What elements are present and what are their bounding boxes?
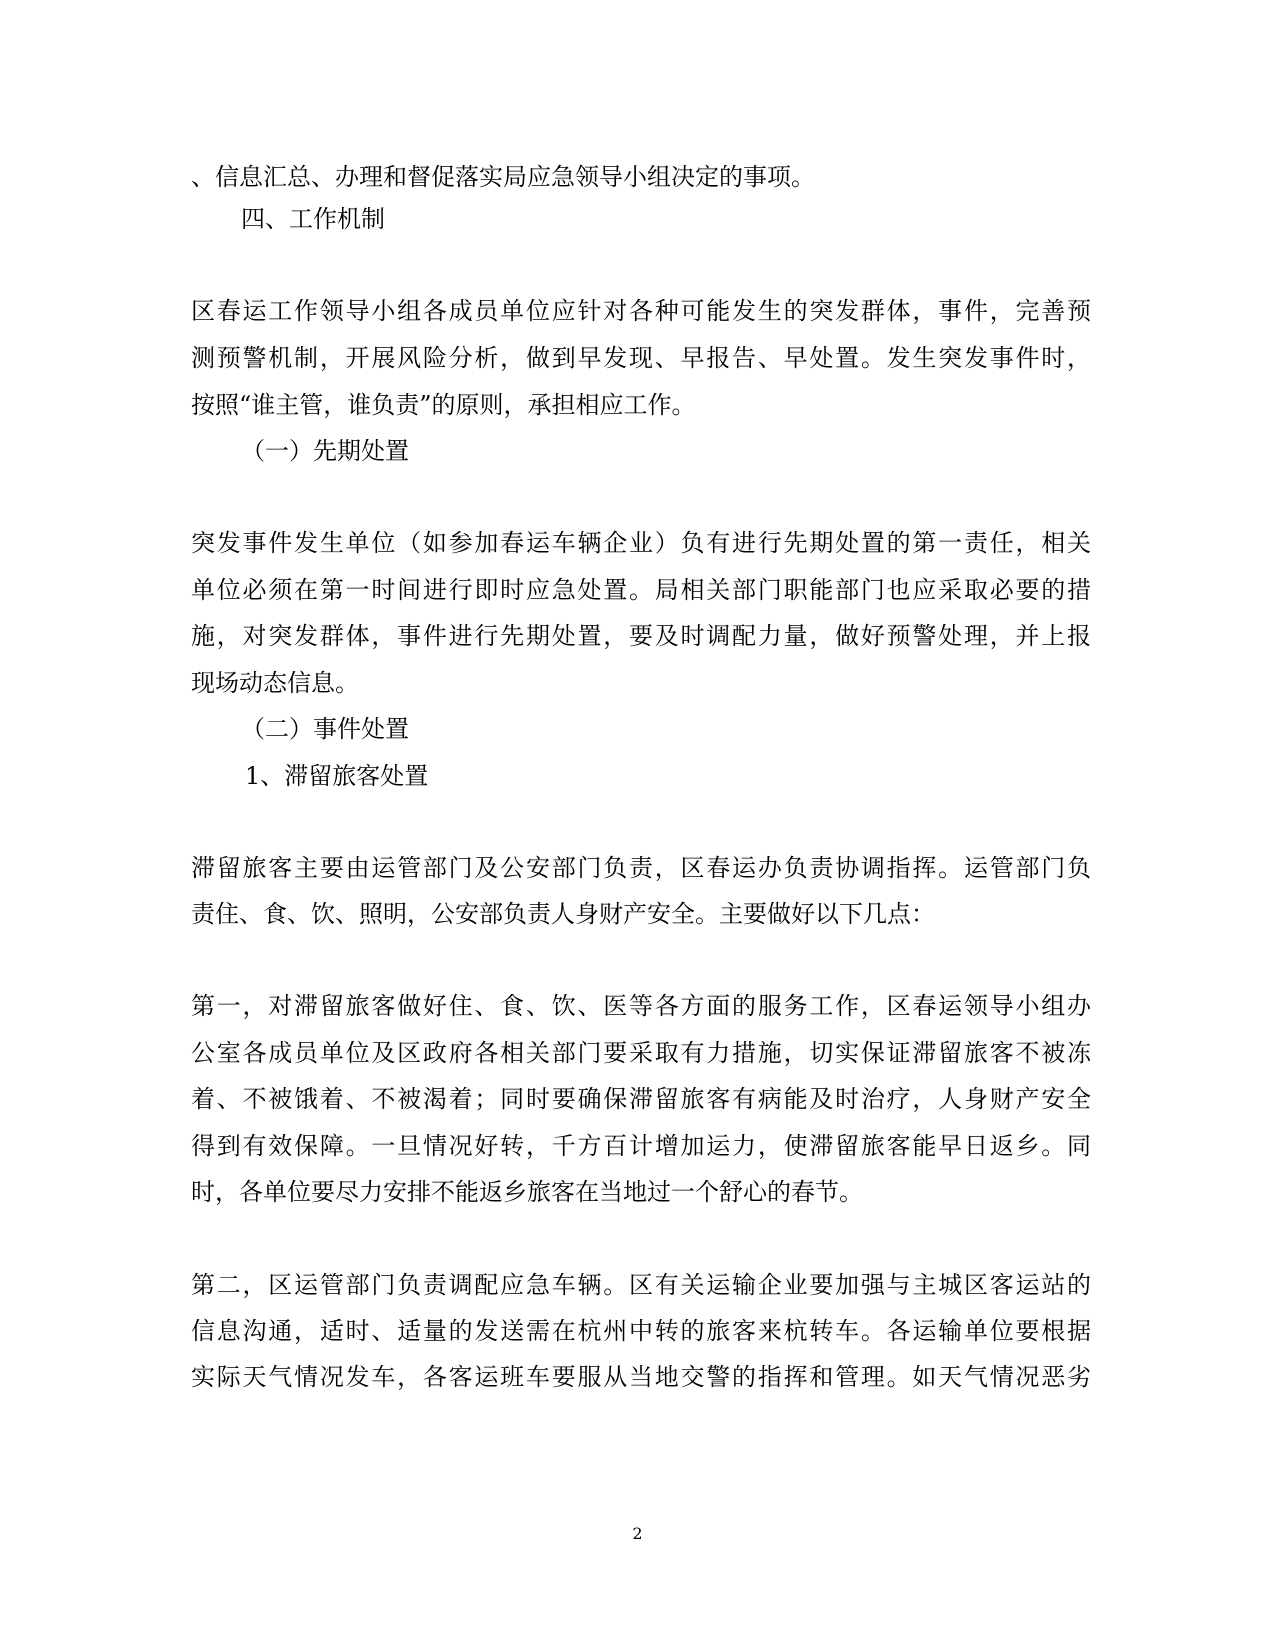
text-line: 第一，对滞留旅客做好住、食、饮、医等各方面的服务工作，区春运领导小组办 (191, 992, 1091, 1020)
section-heading: 四、工作机制 (241, 205, 385, 233)
item-heading: 1、滞留旅客处置 (245, 762, 429, 790)
text-line: 第二，区运管部门负责调配应急车辆。区有关运输企业要加强与主城区客运站的 (191, 1271, 1091, 1299)
text-line: 责住、食、饮、照明，公安部负责人身财产安全。主要做好以下几点： (191, 900, 935, 928)
subsection-heading: （二）事件处置 (241, 715, 409, 743)
text-line: 单位必须在第一时间进行即时应急处置。局相关部门职能部门也应采取必要的措 (191, 576, 1091, 604)
text-line: 现场动态信息。 (191, 669, 359, 697)
text-line: 区春运工作领导小组各成员单位应针对各种可能发生的突发群体，事件，完善预 (191, 297, 1091, 325)
text-line: 突发事件发生单位（如参加春运车辆企业）负有进行先期处置的第一责任，相关 (191, 529, 1091, 557)
page-number: 2 (632, 1524, 643, 1543)
text-line: 着、不被饿着、不被渴着；同时要确保滞留旅客有病能及时治疗，人身财产安全 (191, 1085, 1091, 1113)
text-line: 测预警机制，开展风险分析，做到早发现、早报告、早处置。发生突发事件时， (191, 344, 1091, 372)
text-line: 按照“谁主管，谁负责”的原则，承担相应工作。 (191, 391, 696, 419)
text-line: 公室各成员单位及区政府各相关部门要采取有力措施，切实保证滞留旅客不被冻 (191, 1039, 1091, 1067)
text-line: 施，对突发群体，事件进行先期处置，要及时调配力量，做好预警处理，并上报 (191, 622, 1091, 650)
text-line: 、信息汇总、办理和督促落实局应急领导小组决定的事项。 (191, 163, 815, 191)
text-line: 得到有效保障。一旦情况好转，千方百计增加运力，使滞留旅客能早日返乡。同 (191, 1132, 1091, 1160)
text-line: 信息沟通，适时、适量的发送需在杭州中转的旅客来杭转车。各运输单位要根据 (191, 1317, 1091, 1345)
text-line: 实际天气情况发车，各客运班车要服从当地交警的指挥和管理。如天气情况恶劣 (191, 1363, 1091, 1391)
text-line: 时，各单位要尽力安排不能返乡旅客在当地过一个舒心的春节。 (191, 1178, 863, 1206)
text-line: 滞留旅客主要由运管部门及公安部门负责，区春运办负责协调指挥。运管部门负 (191, 854, 1091, 882)
subsection-heading: （一）先期处置 (241, 437, 409, 465)
